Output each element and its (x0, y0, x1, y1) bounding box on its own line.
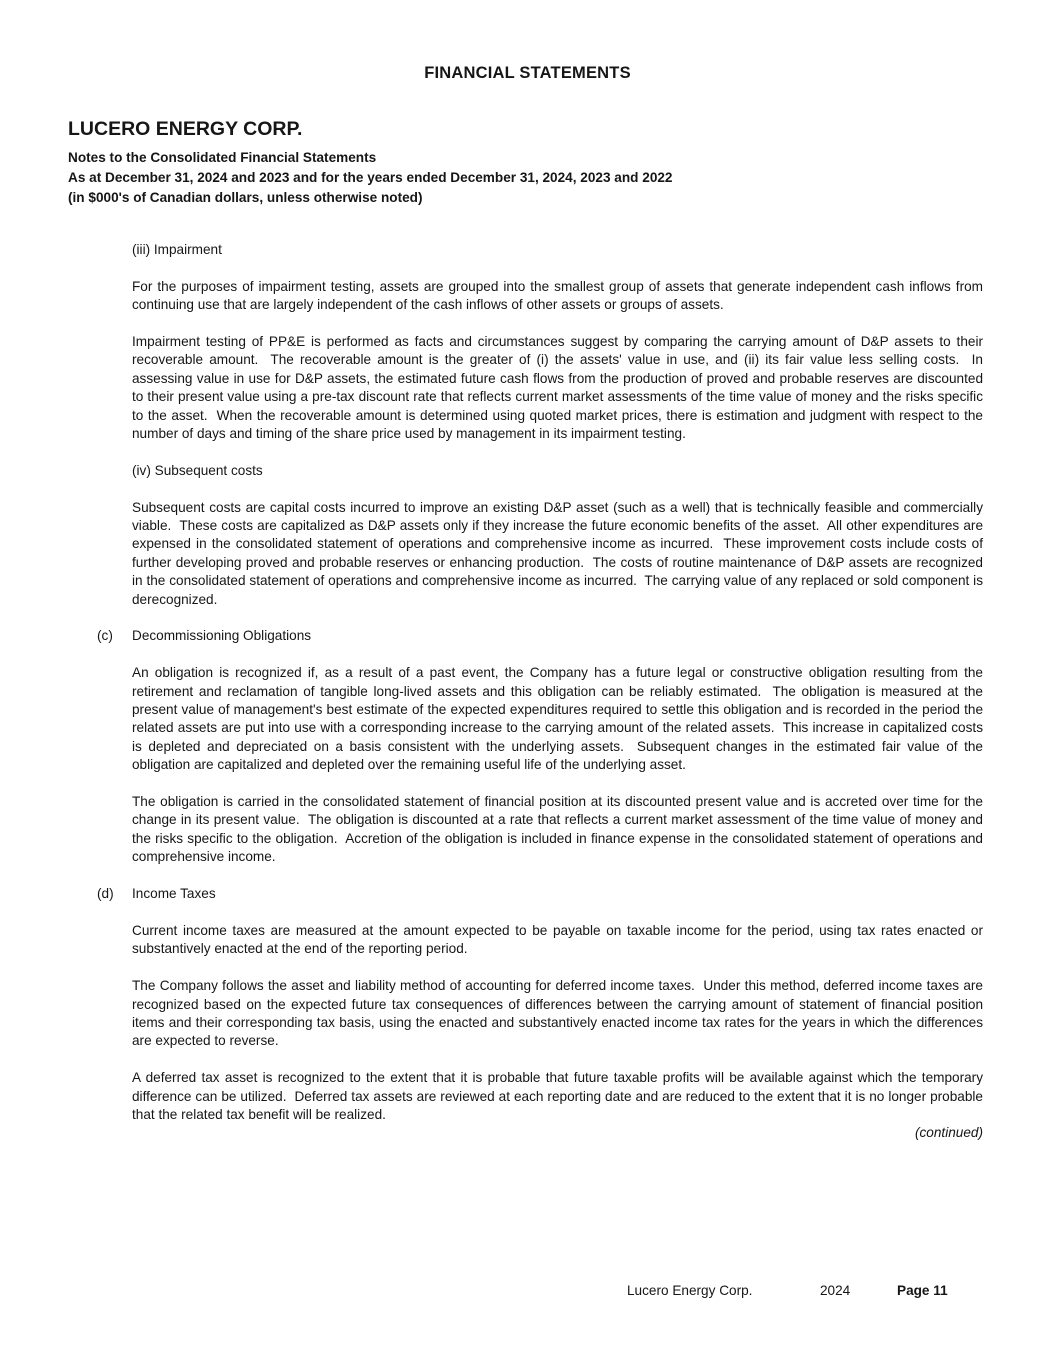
content-blocks (97, 241, 987, 1124)
paragraph: Subsequent costs are capital costs incurred to improve an existing D&P asset (such as a well) that is technically feasible and commercially viable. These costs are capitalized as D&P assets only if they increase the future economic benefits of the asset. All other expenditures are expensed in the consolidated statement of operations and comprehensive income as incurred. These improvement costs include costs of further developing proved and probable reserves or enhancing production. The costs of routine maintenance of D&P assets are recognized in the consolidated statement of operations and comprehensive income as incurred. The carrying value of any replaced or sold component is derecognized. (132, 499, 987, 607)
currency-subtitle: (in $000's of Canadian dollars, unless otherwise noted) (68, 190, 423, 205)
paragraph: Current income taxes are measured at the amount expected to be payable on taxable income for the period, using tax rates enacted or substantively enacted at the end of the reporting period. (132, 922, 987, 957)
section-title: Decommissioning Obligations (132, 628, 312, 644)
paragraph: A deferred tax asset is recognized to the extent that it is probable that future taxable profits will be available against which the temporary difference can be utilized. Deferred tax assets are reviewed at each reporting date and are reduced to the extent that it is no longer probable that the related tax benefit will be realized. (132, 1070, 987, 1122)
notes-subtitle: Notes to the Consolidated Financial Statements (68, 150, 377, 165)
section-title: Income Taxes (132, 886, 216, 902)
lettered-section-heading (97, 885, 983, 903)
paragraph: The obligation is carried in the consolidated statement of financial position at its discounted present value and is accreted over time for the change in its present value. The obligation is discounted at a rate that reflects a current market assessment of the time value of money and the risks specific to the obligation. Accretion of the obligation is included in finance expense in the consolidated statement of operations and comprehensive income. (132, 794, 987, 865)
company-header (68, 118, 985, 208)
paragraph: An obligation is recognized if, as a result of a past event, the Company has a future legal or constructive obligation resulting from the retirement and reclamation of tangible long-lived assets and this obligation can be reliably estimated. The obligation is measured at the present value of management's best estimate of the expected expenditures required to settle this obligation and is recorded in the period the related assets are put into use with a corresponding increase to the carrying amount of the related assets. This increase in capitalized costs is depleted and depreciated on a basis consistent with the underlying assets. Subsequent changes in the estimated fair value of the obligation are capitalized and depleted over the remaining useful life of the underlying asset. (132, 665, 987, 773)
page-title: FINANCIAL STATEMENTS (424, 64, 631, 82)
continued-note: (continued) (914, 1125, 983, 1141)
period-subtitle: As at December 31, 2024 and 2023 and for the years ended December 31, 2024, 2023 and 2022 (68, 170, 673, 185)
subsection-heading: (iii) Impairment (132, 242, 222, 257)
subsection-heading: (iv) Subsequent costs (132, 462, 263, 478)
paragraph: The Company follows the asset and liability method of accounting for deferred income taxes. Under this method, deferred income taxes are recognized based on the expected future tax consequences of differences between the carrying amount of statement of financial position items and their corresponding tax basis, using the enacted and substantively enacted income tax rates for the years in which the differences are expected to reverse. (132, 978, 987, 1049)
paragraph: Impairment testing of PP&E is performed as facts and circumstances suggest by comparing the carrying amount of D&P assets to their recoverable amount. The recoverable amount is the greater of (i) the assets' value in use, and (ii) its fair value less selling costs. In assessing value in use for D&P assets, the estimated future cash flows from the production of proved and probable reserves are discounted to their present value using a pre-tax discount rate that reflects current market assessments of the time value of money and the risks specific to the asset. When the recoverable amount is determined using quoted market prices, there is estimation and judgment with respect to the number of days and timing of the share price used by management in its impairment testing. (132, 334, 987, 442)
lettered-section-heading (97, 627, 983, 645)
footer-year: 2024 (820, 1283, 851, 1298)
section-letter: (c) (97, 628, 113, 644)
notes-content (97, 241, 987, 1143)
paragraph: For the purposes of impairment testing, assets are grouped into the smallest group of assets that generate independent cash inflows from continuing use that are largely independent of the cash inflows of other assets or groups of assets. (132, 278, 987, 313)
company-name: LUCERO ENERGY CORP. (68, 118, 303, 140)
footer-page-number: Page 11 (897, 1283, 948, 1298)
footer-company: Lucero Energy Corp. (627, 1283, 753, 1298)
section-letter: (d) (97, 886, 114, 902)
